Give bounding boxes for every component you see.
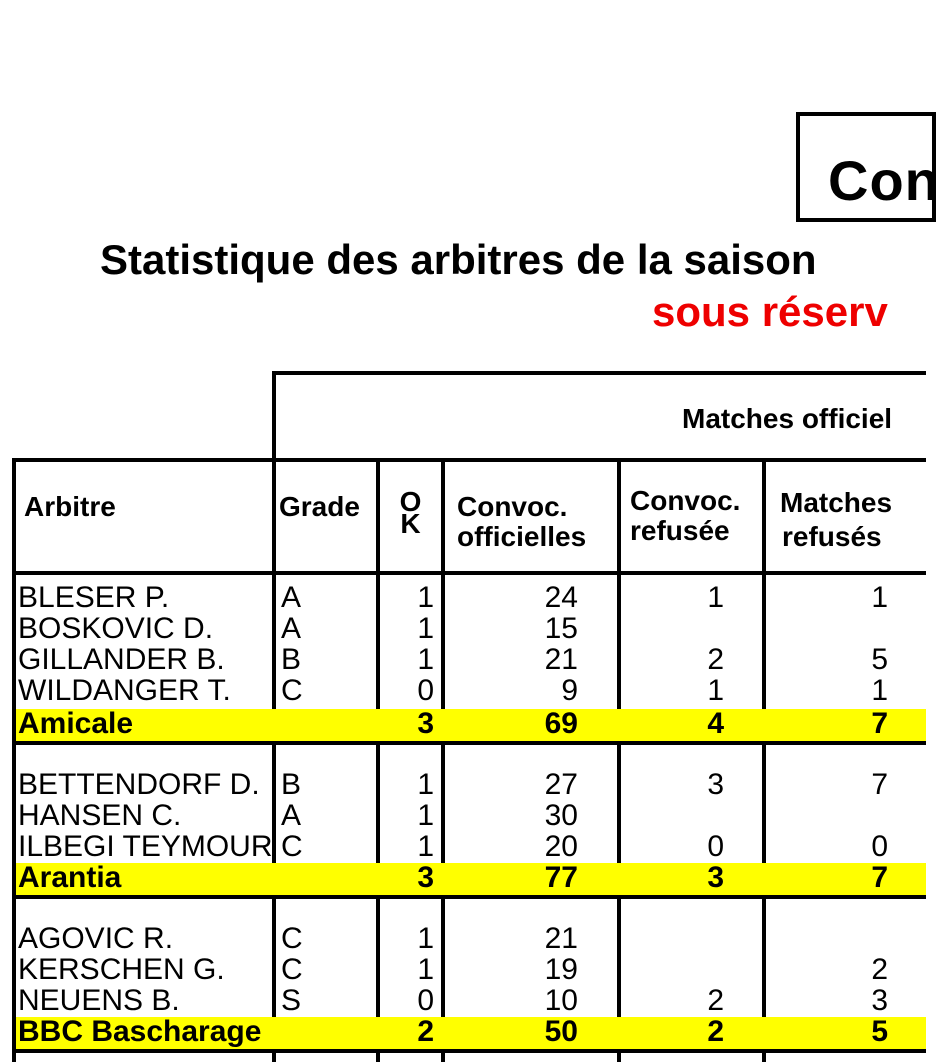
club-total-name: Amicale bbox=[18, 707, 134, 740]
refuses-value: 0 bbox=[871, 830, 888, 863]
arbitre-grade: C bbox=[281, 830, 303, 863]
convoc-value: 15 bbox=[544, 612, 578, 645]
refuses-value: 5 bbox=[871, 643, 888, 676]
header-arbitre: Arbitre bbox=[24, 491, 116, 522]
refusee-value: 2 bbox=[707, 984, 724, 1017]
total-convoc: 77 bbox=[544, 861, 578, 894]
convoc-value: 9 bbox=[561, 674, 578, 707]
group-separator bbox=[12, 1049, 926, 1053]
arbitre-grade: C bbox=[281, 953, 303, 986]
convoc-value: 21 bbox=[544, 922, 578, 955]
club-total-name: Arantia bbox=[18, 861, 122, 894]
convoc-value: 27 bbox=[544, 768, 578, 801]
convoc-value: 20 bbox=[544, 830, 578, 863]
col-border-left bbox=[12, 458, 16, 1062]
arbitre-grade: B bbox=[281, 768, 302, 801]
club-total-name: BBC Bascharage bbox=[18, 1015, 262, 1048]
column-header-bottom-border bbox=[12, 571, 926, 575]
header-grade: Grade bbox=[279, 491, 360, 522]
header-ok-1: O bbox=[399, 486, 422, 517]
group-separator bbox=[12, 741, 926, 745]
col-border-convoc-refusee bbox=[617, 458, 621, 1062]
arbitre-grade: C bbox=[281, 922, 303, 955]
ok-value: 1 bbox=[417, 830, 434, 863]
document-subtitle: Statistique des arbitres de la saison bbox=[100, 236, 817, 283]
total-ok: 2 bbox=[417, 1015, 434, 1048]
header-convoc-officielles-2: officielles bbox=[457, 521, 587, 552]
refuses-value: 7 bbox=[871, 768, 888, 801]
document-title: Con bbox=[828, 149, 940, 212]
header-ok-2: K bbox=[400, 508, 421, 539]
refusee-value: 2 bbox=[707, 643, 724, 676]
ok-value: 1 bbox=[417, 799, 434, 832]
arbitre-name: AGOVIC R. bbox=[18, 922, 174, 955]
total-refuses: 7 bbox=[871, 707, 888, 740]
total-convoc: 69 bbox=[544, 707, 578, 740]
refuses-value: 1 bbox=[871, 674, 888, 707]
convoc-value: 19 bbox=[544, 953, 578, 986]
arbitre-grade: C bbox=[281, 674, 303, 707]
arbitre-name: GILLANDER B. bbox=[18, 643, 225, 676]
total-ok: 3 bbox=[417, 861, 434, 894]
arbitre-name: WILDANGER T. bbox=[18, 674, 231, 707]
refusee-value: 1 bbox=[707, 674, 724, 707]
ok-value: 0 bbox=[417, 984, 434, 1017]
total-ok: 3 bbox=[417, 707, 434, 740]
arbitre-name: KERSCHEN G. bbox=[18, 953, 225, 986]
ok-value: 1 bbox=[417, 953, 434, 986]
ok-value: 1 bbox=[417, 581, 434, 614]
refusee-value: 0 bbox=[707, 830, 724, 863]
arbitre-name: BOSKOVIC D. bbox=[18, 612, 214, 645]
total-refuses: 7 bbox=[871, 861, 888, 894]
arbitre-grade: A bbox=[281, 581, 302, 614]
refuses-value: 3 bbox=[871, 984, 888, 1017]
arbitre-grade: A bbox=[281, 612, 302, 645]
reservation-note: sous réserv bbox=[652, 288, 888, 335]
header-matches-refuses-2: refusés bbox=[782, 521, 882, 552]
arbitre-name: BLESER P. bbox=[18, 581, 170, 614]
convoc-value: 24 bbox=[544, 581, 578, 614]
col-border-arbitre-grade bbox=[272, 458, 276, 1062]
title-box bbox=[796, 112, 940, 222]
header-convoc-refusee-2: refusée bbox=[630, 515, 730, 546]
total-convoc: 50 bbox=[544, 1015, 578, 1048]
header-convoc-officielles-1: Convoc. bbox=[457, 491, 568, 522]
total-refusee: 3 bbox=[707, 861, 724, 894]
group-separator bbox=[12, 895, 926, 899]
matches-officiels-header: Matches officiel bbox=[682, 403, 893, 434]
total-refusee: 4 bbox=[707, 707, 724, 740]
refuses-value: 1 bbox=[871, 581, 888, 614]
total-refusee: 2 bbox=[707, 1015, 724, 1048]
arbitre-grade: B bbox=[281, 643, 302, 676]
header-matches-refuses-1: Matches bbox=[780, 487, 893, 518]
total-refuses: 5 bbox=[871, 1015, 888, 1048]
refusee-value: 3 bbox=[707, 768, 724, 801]
column-header-top-border bbox=[12, 458, 926, 462]
arbitre-name: HANSEN C. bbox=[18, 799, 182, 832]
arbitre-name: NEUENS B. bbox=[18, 984, 180, 1017]
arbitre-grade: S bbox=[281, 984, 302, 1017]
refusee-value: 1 bbox=[707, 581, 724, 614]
ok-value: 1 bbox=[417, 612, 434, 645]
ok-value: 1 bbox=[417, 768, 434, 801]
table-top-border bbox=[272, 371, 926, 375]
matches-header-left-border bbox=[272, 371, 276, 462]
ok-value: 1 bbox=[417, 922, 434, 955]
arbitre-name: BETTENDORF D. bbox=[18, 768, 260, 801]
header-convoc-refusee-1: Convoc. bbox=[630, 485, 741, 516]
convoc-value: 10 bbox=[544, 984, 578, 1017]
arbitre-grade: A bbox=[281, 799, 302, 832]
arbitre-name: ILBEGI TEYMOUR bbox=[18, 830, 273, 863]
ok-value: 1 bbox=[417, 643, 434, 676]
ok-value: 0 bbox=[417, 674, 434, 707]
convoc-value: 21 bbox=[544, 643, 578, 676]
convoc-value: 30 bbox=[544, 799, 578, 832]
refuses-value: 2 bbox=[871, 953, 888, 986]
